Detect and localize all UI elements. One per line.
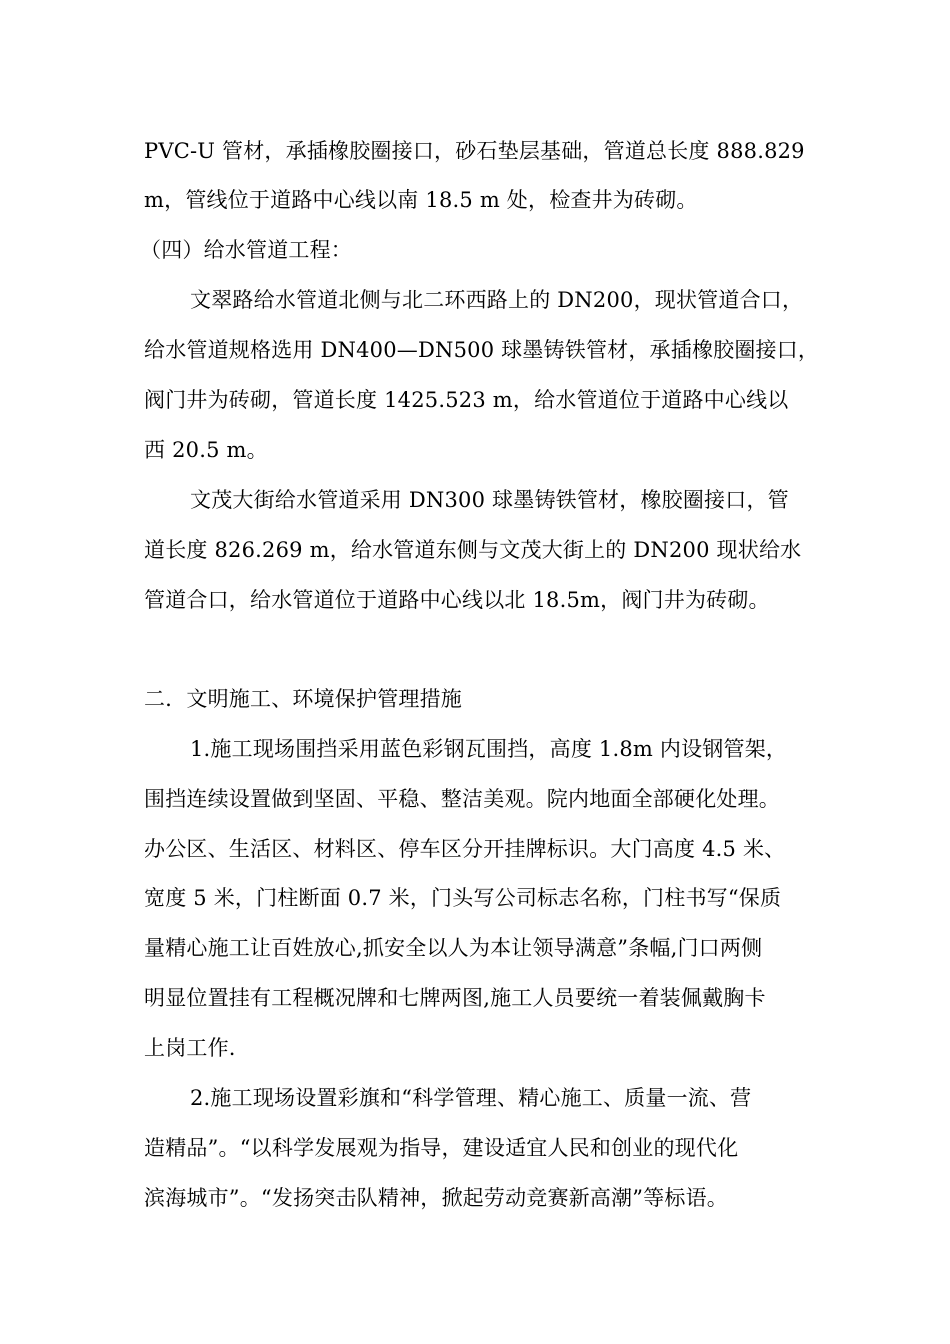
text-line: 围挡连续设置做到坚固、平稳、整洁美观。院内地面全部硬化处理。 [144, 787, 780, 811]
text-line: 给水管道规格选用 DN400—DN500 球墨铸铁管材，承插橡胶圈接口， [144, 338, 820, 362]
text-line: 阀门井为砖砌，管道长度 1425.523 m，给水管道位于道路中心线以 [144, 388, 789, 412]
text-line: 滨海城市”。“发扬突击队精神，掀起劳动竞赛新高潮”等标语。 [144, 1186, 729, 1210]
text-line: 上岗工作. [144, 1036, 236, 1060]
section-heading: （四）给水管道工程： [140, 238, 352, 262]
text-line: m，管线位于道路中心线以南 18.5 m 处，检查井为砖砌。 [144, 188, 698, 212]
text-line: 办公区、生活区、材料区、停车区分开挂牌标识。大门高度 4.5 米、 [144, 837, 786, 861]
text-line: 2.施工现场设置彩旗和“科学管理、精心施工、质量一流、营 [190, 1086, 752, 1110]
text-line: 文翠路给水管道北侧与北二环西路上的 DN200，现状管道合口， [190, 288, 804, 312]
text-line: 管道合口，给水管道位于道路中心线以北 18.5m，阀门井为砖砌。 [144, 588, 770, 612]
text-line: 道长度 826.269 m，给水管道东侧与文茂大街上的 DN200 现状给水 [144, 538, 802, 562]
text-line: 明显位置挂有工程概况牌和七牌两图,施工人员要统一着装佩戴胸卡 [144, 986, 766, 1010]
text-line: 宽度 5 米，门柱断面 0.7 米，门头写公司标志名称，门柱书写“保质 [144, 886, 782, 910]
text-line: 造精品”。“以科学发展观为指导，建设适宜人民和创业的现代化 [144, 1136, 739, 1160]
text-line: 1.施工现场围挡采用蓝色彩钢瓦围挡，高度 1.8m 内设钢管架， [190, 737, 788, 761]
text-line: 西 20.5 m。 [144, 438, 268, 462]
text-line: 量精心施工让百姓放心,抓安全以人为本让领导满意”条幅,门口两侧 [144, 936, 763, 960]
chapter-heading: 二．文明施工、环境保护管理措施 [144, 687, 462, 711]
text-line: PVC-U 管材，承插橡胶圈接口，砂石垫层基础，管道总长度 888.829 [144, 139, 805, 163]
text-line: 文茂大街给水管道采用 DN300 球墨铸铁管材，橡胶圈接口，管 [190, 488, 789, 512]
